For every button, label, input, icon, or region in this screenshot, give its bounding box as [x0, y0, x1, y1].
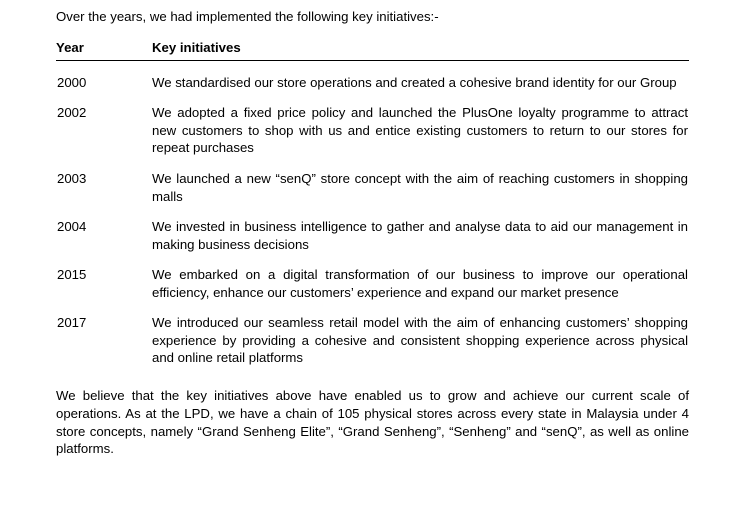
row-year: 2017 — [57, 315, 87, 331]
row-initiative: We standardised our store operations and created a cohesive brand identity for our Group — [152, 74, 677, 90]
table-row — [56, 206, 689, 254]
row-year: 2004 — [57, 219, 87, 235]
row-year: 2000 — [57, 74, 87, 90]
row-year: 2003 — [57, 171, 87, 186]
intro-paragraph: Over the years, we had implemented the following key initiatives:- — [56, 9, 439, 24]
table-row — [56, 302, 689, 368]
table-row — [56, 254, 689, 302]
row-initiative: We invested in business intelligence to gather and analyse data to aid our management in making business decisions — [152, 219, 688, 252]
closing-paragraph: We believe that the key initiatives above have enabled us to grow and achieve our current scale of operations. As at the LPD, we have a chain of 105 physical stores across every state in Malaysia under 4 store concepts, namely “Grand Senheng Elite”, “Grand Senheng”, “Senheng” and “senQ”, as well as online platforms. — [56, 387, 689, 457]
table-row — [56, 158, 689, 206]
row-year: 2002 — [57, 105, 87, 121]
row-initiative: We introduced our seamless retail model with the aim of enhancing customers’ shopping experience by providing a cohesive and consistent shopping experience across physical and online retail platforms — [152, 315, 688, 366]
row-initiative: We launched a new “senQ” store concept with the aim of reaching customers in shopping malls — [152, 171, 688, 204]
key-initiatives-table — [56, 40, 689, 368]
table-body — [56, 61, 689, 368]
row-initiative: We embarked on a digital transformation of our business to improve our operational efficiency, enhance our customers’ experience and expand our market presence — [152, 267, 688, 300]
column-header-initiatives: Key initiatives — [152, 39, 241, 55]
row-year: 2015 — [57, 267, 87, 283]
table-row — [56, 92, 689, 158]
table-header-row — [56, 40, 689, 60]
column-header-year: Year — [56, 39, 84, 55]
table-row — [56, 61, 689, 93]
row-initiative: We adopted a fixed price policy and launched the PlusOne loyalty programme to attract new customers to shop with us and entice existing customers to return to our stores for repeat purchases — [152, 105, 688, 156]
